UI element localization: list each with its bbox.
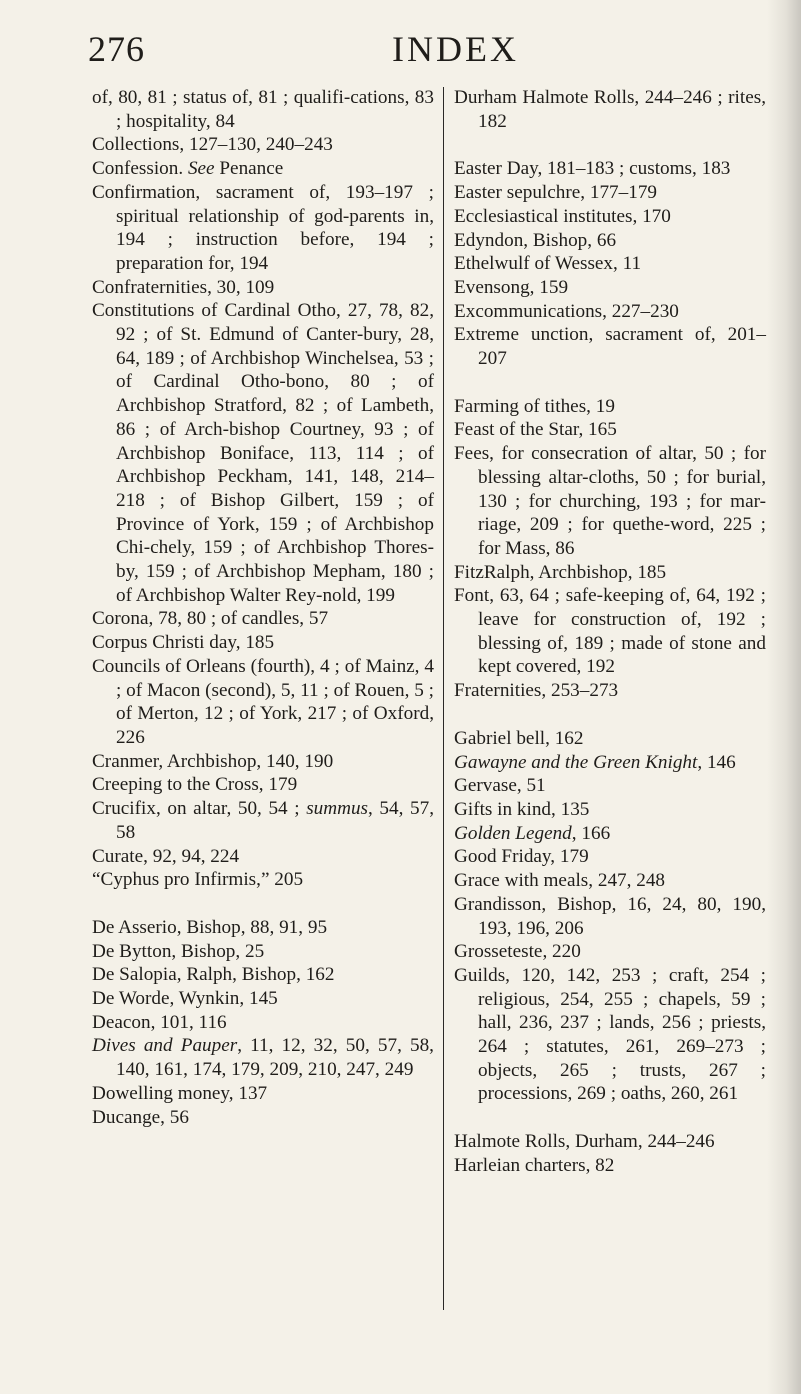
index-entry: Farming of tithes, 19	[454, 395, 615, 417]
index-group-e	[454, 157, 766, 370]
index-entry: Confraternities, 30, 109	[92, 276, 275, 298]
index-entry: De Asserio, Bishop, 88, 91, 95	[92, 916, 328, 938]
index-entry: Harleian charters, 82	[454, 1154, 615, 1176]
index-entry: Evensong, 159	[454, 276, 569, 298]
index-entry: Ducange, 56	[92, 1106, 189, 1128]
index-entry: Fraternities, 253–273	[454, 680, 619, 702]
index-entry: De Bytton, Bishop, 25	[92, 940, 265, 962]
index-entry: “Cyphus pro Infirmis,” 205	[92, 869, 304, 891]
index-entry: Edyndon, Bishop, 66	[454, 229, 617, 251]
index-group-h	[454, 1130, 766, 1177]
index-column-right	[454, 86, 766, 1178]
index-entry: Gervase, 51	[454, 775, 546, 797]
index-entry: Ethelwulf of Wessex, 11	[454, 253, 642, 275]
index-entry: Fees, for consecration of altar, 50 ; for blessing altar-cloths, 50 ; for burial, 130 ; for churching, 193 ; for mar-riage, 209 ; for quethe-word, 225 ; for Mass, 86	[454, 443, 766, 559]
index-entry: Durham Halmote Rolls, 244–246 ; rites, 182	[454, 87, 766, 132]
index-entry: Confession. See Penance	[92, 158, 284, 180]
index-entry: Creeping to the Cross, 179	[92, 774, 298, 796]
index-group-f	[454, 395, 766, 703]
index-group-d-cont	[454, 86, 766, 133]
index-entry: Golden Legend, 166	[454, 822, 611, 844]
index-entry: Extreme unction, sacrament of, 201–207	[454, 324, 766, 370]
index-entry: Confirmation, sacrament of, 193–197 ; spiritual relationship of god-parents in, 194 ; instruction before, 194 ; preparation for, 194	[92, 181, 434, 274]
index-entry: Font, 63, 64 ; safe-keeping of, 64, 192 ; leave for construction of, 192 ; blessing of, 189 ; made of stone and kept covered, 192	[454, 585, 766, 678]
index-entry: De Worde, Wynkin, 145	[92, 988, 278, 1010]
index-entry: Ecclesiastical institutes, 170	[454, 205, 671, 227]
index-entry: Feast of the Star, 165	[454, 419, 617, 441]
index-entry: Corona, 78, 80 ; of candles, 57	[92, 608, 329, 630]
index-entry: Grandisson, Bishop, 16, 24, 80, 190, 193, 196, 206	[454, 893, 766, 939]
page-header	[0, 20, 801, 80]
index-entry: Gabriel bell, 162	[454, 727, 584, 749]
index-entry: Easter Day, 181–183 ; customs, 183	[454, 158, 731, 180]
page-edge-shadow	[767, 0, 801, 1394]
index-entry: Gifts in kind, 135	[454, 798, 590, 820]
index-column-left	[92, 86, 434, 1129]
index-entry: Excommunications, 227–230	[454, 300, 679, 322]
index-entry: Grosseteste, 220	[454, 941, 581, 963]
page-number: 276	[88, 29, 145, 69]
index-entry: Dowelling money, 137	[92, 1082, 268, 1104]
index-entry: Halmote Rolls, Durham, 244–246	[454, 1131, 715, 1153]
column-divider	[443, 87, 444, 1310]
index-group-g	[454, 727, 766, 1106]
index-entry: Collections, 127–130, 240–243	[92, 134, 333, 156]
running-title: INDEX	[392, 29, 519, 69]
index-entry: Councils of Orleans (fourth), 4 ; of Mainz, 4 ; of Macon (second), 5, 11 ; of Rouen, 5 ; of Merton, 12 ; of York, 217 ; of Oxford, 226	[92, 655, 434, 748]
index-entry: Corpus Christi day, 185	[92, 632, 275, 654]
index-entry: Gawayne and the Green Knight, 146	[454, 751, 736, 773]
index-entry: De Salopia, Ralph, Bishop, 162	[92, 964, 335, 986]
index-group-c	[92, 86, 434, 892]
index-entry: Guilds, 120, 142, 253 ; craft, 254 ; religious, 254, 255 ; chapels, 59 ; hall, 236, 237 ; lands, 256 ; priests, 264 ; statutes, 261, 269–273 ; objects, 265 ; trusts, 267 ; processions, 269 ; oaths, 260, 261	[454, 964, 766, 1105]
index-entry: Easter sepulchre, 177–179	[454, 182, 658, 204]
index-entry: Good Friday, 179	[454, 846, 589, 868]
index-entry: Cranmer, Archbishop, 140, 190	[92, 750, 334, 772]
index-entry: Grace with meals, 247, 248	[454, 870, 666, 892]
index-entry: Crucifix, on altar, 50, 54 ; summus, 54, 57, 58	[92, 798, 435, 843]
index-group-d	[92, 916, 434, 1129]
index-entry: Curate, 92, 94, 224	[92, 845, 240, 867]
index-entry: Deacon, 101, 116	[92, 1011, 227, 1033]
index-entry: Dives and Pauper, 11, 12, 32, 50, 57, 58, 140, 161, 174, 179, 209, 210, 247, 249	[92, 1035, 434, 1081]
index-entry: of, 80, 81 ; status of, 81 ; qualifi-cations, 83 ; hospitality, 84	[92, 87, 434, 132]
index-entry: FitzRalph, Archbishop, 185	[454, 561, 667, 583]
index-entry: Constitutions of Cardinal Otho, 27, 78, 82, 92 ; of St. Edmund of Canter-bury, 28, 64, 189 ; of Archbishop Winchelsea, 53 ; of Cardinal Otho-bono, 80 ; of Archbishop Stratford, 82 ; of Lambeth, 86 ; of Arch-bishop Courtney, 93 ; of Archbishop Boniface, 113, 114 ; of Archbishop Peckham, 141, 148, 214–218 ; of Bishop Gilbert, 159 ; of Province of York, 159 ; of Archbishop Chi-chely, 159 ; of Archbishop Thores-by, 159 ; of Archbishop Mepham, 180 ; of Archbishop Walter Rey-nold, 199	[92, 300, 434, 606]
